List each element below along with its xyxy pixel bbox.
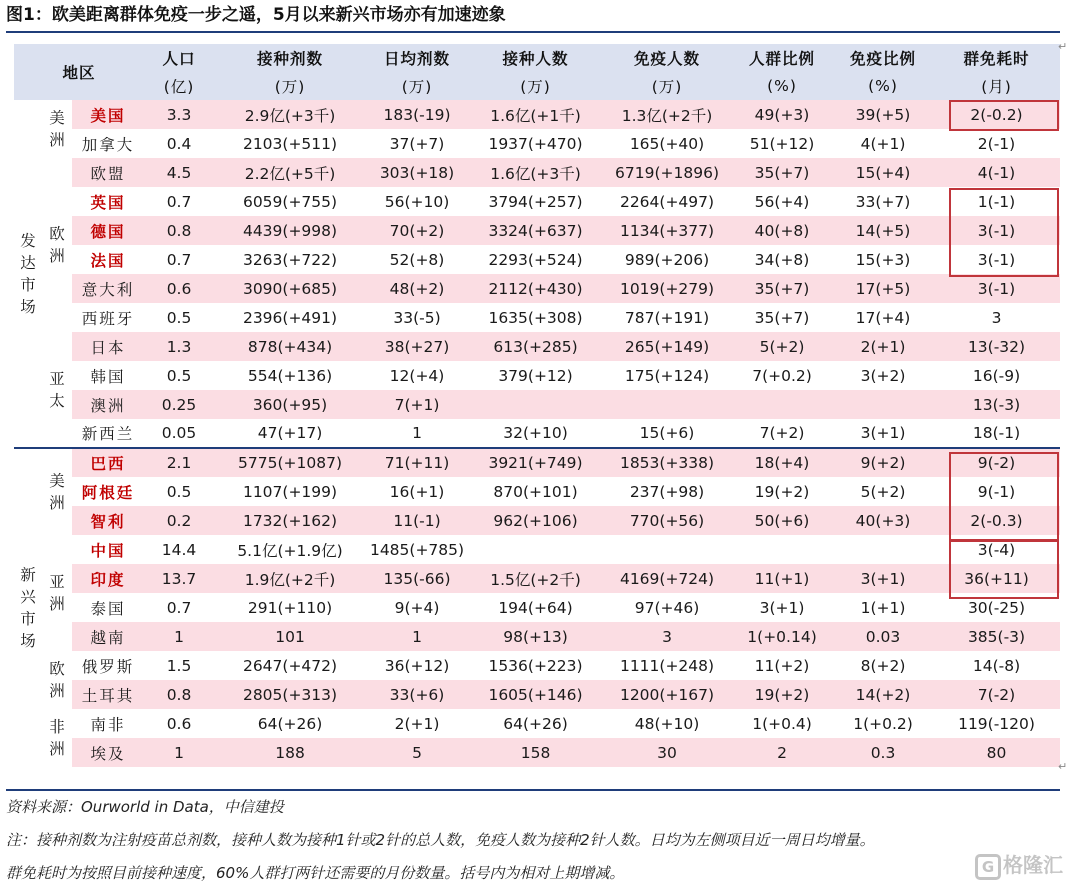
cell-daily-doses: 71(+11) [366, 448, 468, 477]
country-name: 德国 [72, 216, 144, 245]
table-row [14, 158, 1060, 187]
cell-doses: 1107(+199) [242, 482, 338, 501]
cell-population: 1.5 [166, 656, 192, 675]
header-immunized: 免疫人数 [603, 44, 731, 72]
cell-population: 2.1 [144, 448, 214, 477]
cell-vaccinated: 64(+26) [503, 714, 568, 733]
cell-doses: 2647(+472) [242, 656, 338, 675]
cell-immunized-ratio: 5(+2) [860, 482, 906, 501]
cell-population: 1 [144, 622, 214, 651]
cell-vaccinated-ratio: 34(+8) [754, 250, 810, 269]
region-group-label: 亚洲 [42, 535, 72, 651]
cell-immunized: 989(+206) [624, 250, 710, 269]
top-rule [6, 31, 1060, 33]
cell-immunized-ratio: 33(+7) [855, 192, 911, 211]
country-name: 俄罗斯 [81, 657, 135, 676]
cell-herd-months: 385(-3) [933, 622, 1060, 651]
watermark-g-icon: G [975, 854, 1001, 880]
table-row [14, 332, 1060, 361]
cell-population: 0.6 [144, 274, 214, 303]
table-row [14, 274, 1060, 303]
cell-vaccinated-ratio [731, 390, 833, 419]
cell-herd-months: 3(-1) [933, 274, 1060, 303]
country-name: 越南 [72, 622, 144, 651]
region-group-label: 非洲 [42, 709, 72, 767]
cell-vaccinated: 1937(+470) [488, 134, 583, 153]
cell-daily-doses: 183(-19) [366, 100, 468, 129]
region-group-label: 欧洲 [42, 651, 72, 709]
cell-vaccinated-ratio: 1(+0.4) [752, 714, 812, 733]
cell-immunized: 787(+191) [624, 308, 710, 327]
cell-doses: 2.2亿(+5千) [214, 158, 366, 187]
cell-doses: 3090(+685) [214, 274, 366, 303]
cell-vaccinated-ratio: 18(+4) [731, 448, 833, 477]
cell-vaccinated: 158 [468, 738, 603, 767]
header-row-names [14, 44, 1060, 72]
cell-population: 0.5 [166, 366, 192, 385]
table-row [14, 506, 1060, 535]
cell-daily-doses: 56(+10) [384, 192, 450, 211]
cell-immunized-ratio: 17(+5) [833, 274, 933, 303]
footnote-2: 群免耗时为按照目前接种速度，60%人群打两针还需要的月份数量。括号内为相对上期增减。 [6, 864, 625, 882]
cell-vaccinated: 1.6亿(+1千) [468, 100, 603, 129]
cell-doses: 64(+26) [257, 714, 323, 733]
country-name: 埃及 [72, 738, 144, 767]
header-row-units [14, 72, 1060, 100]
cell-herd-months: 30(-25) [967, 598, 1026, 617]
cell-immunized-ratio: 15(+4) [833, 158, 933, 187]
cell-herd-months: 1(-1) [977, 192, 1016, 211]
table-row [14, 593, 1060, 622]
table-row [14, 187, 1060, 216]
bottom-rule [6, 789, 1060, 791]
cell-herd-months: 3(-4) [977, 540, 1016, 559]
footnote-1: 注：接种剂数为注射疫苗总剂数，接种人数为接种1针或2针的总人数，免疫人数为接种2针人数。日均为左侧项目近一周日均增量。 [6, 831, 875, 849]
cell-herd-months: 9(-2) [933, 448, 1060, 477]
cell-population: 0.7 [166, 250, 192, 269]
country-name: 新西兰 [81, 425, 135, 443]
table-row [14, 738, 1060, 767]
cell-immunized-ratio: 14(+5) [833, 216, 933, 245]
country-name: 英国 [90, 193, 126, 212]
region-group-label: 亚太 [42, 332, 72, 448]
cell-population: 1.3 [144, 332, 214, 361]
table-row [14, 448, 1060, 477]
header-vaccinated-ratio: 人群比例 [731, 44, 833, 72]
cell-vaccinated-ratio: 51(+12) [749, 134, 815, 153]
table-row [14, 477, 1060, 506]
country-name: 巴西 [72, 448, 144, 477]
table-row [14, 564, 1060, 593]
cell-herd-months: 16(-9) [972, 366, 1021, 385]
cell-vaccinated: 1605(+146) [468, 680, 603, 709]
cell-vaccinated: 2112(+430) [468, 274, 603, 303]
cell-immunized: 2264(+497) [619, 192, 715, 211]
country-name: 澳洲 [72, 390, 144, 419]
cell-doses: 188 [214, 738, 366, 767]
cell-vaccinated: 32(+10) [503, 424, 568, 442]
cell-immunized-ratio: 8(+2) [860, 656, 906, 675]
country-name: 韩国 [90, 367, 126, 386]
country-name: 南非 [90, 715, 126, 734]
cell-immunized-ratio: 14(+2) [833, 680, 933, 709]
cell-vaccinated-ratio: 1(+0.14) [731, 622, 833, 651]
country-name: 西班牙 [81, 309, 135, 328]
unit-immunized-ratio: (%) [833, 72, 933, 100]
cell-daily-doses: 33(-5) [393, 308, 441, 327]
cell-immunized-ratio: 0.3 [833, 738, 933, 767]
cell-herd-months: 4(-1) [933, 158, 1060, 187]
cell-vaccinated-ratio [731, 535, 833, 564]
cell-herd-months: 3(-1) [933, 216, 1060, 245]
paragraph-mark: ↵ [1058, 40, 1067, 53]
cell-vaccinated-ratio: 7(+0.2) [752, 366, 812, 385]
cell-doses: 2396(+491) [242, 308, 338, 327]
cell-vaccinated: 3921(+749) [468, 448, 603, 477]
cell-population: 0.05 [161, 424, 197, 442]
cell-herd-months: 2(-1) [977, 134, 1016, 153]
cell-immunized-ratio: 39(+5) [833, 100, 933, 129]
country-name: 泰国 [90, 599, 126, 618]
cell-doses: 2.9亿(+3千) [214, 100, 366, 129]
cell-population: 0.8 [144, 680, 214, 709]
cell-population: 14.4 [161, 540, 197, 559]
cell-daily-doses: 16(+1) [389, 482, 445, 501]
cell-vaccinated-ratio: 19(+2) [754, 482, 810, 501]
cell-vaccinated: 1536(+223) [488, 656, 583, 675]
cell-daily-doses: 70(+2) [366, 216, 468, 245]
header-herd-months: 群免耗时 [933, 44, 1060, 72]
market-group-label: 发达市场 [14, 100, 42, 448]
cell-doses: 101 [214, 622, 366, 651]
cell-vaccinated-ratio: 40(+8) [731, 216, 833, 245]
country-name: 智利 [72, 506, 144, 535]
cell-herd-months: 2(-0.3) [933, 506, 1060, 535]
cell-doses: 3263(+722) [242, 250, 338, 269]
cell-daily-doses: 52(+8) [389, 250, 445, 269]
cell-immunized: 265(+149) [603, 332, 731, 361]
cell-immunized: 30 [603, 738, 731, 767]
cell-doses: 2103(+511) [242, 134, 338, 153]
cell-immunized: 1019(+279) [603, 274, 731, 303]
country-name: 土耳其 [72, 680, 144, 709]
cell-daily-doses: 2(+1) [394, 714, 440, 733]
cell-immunized: 165(+40) [629, 134, 705, 153]
cell-vaccinated-ratio: 35(+7) [754, 308, 810, 327]
cell-vaccinated-ratio: 35(+7) [731, 158, 833, 187]
cell-vaccinated: 379(+12) [498, 366, 573, 385]
cell-immunized-ratio [833, 390, 933, 419]
cell-vaccinated-ratio: 5(+2) [731, 332, 833, 361]
cell-vaccinated: 194(+64) [498, 598, 573, 617]
cell-herd-months: 18(-1) [972, 424, 1021, 442]
cell-immunized: 15(+6) [639, 424, 695, 442]
table-row [14, 361, 1060, 390]
cell-daily-doses: 48(+2) [366, 274, 468, 303]
cell-vaccinated: 3324(+637) [468, 216, 603, 245]
cell-vaccinated: 98(+13) [468, 622, 603, 651]
cell-immunized: 1200(+167) [603, 680, 731, 709]
unit-vaccinated-ratio: (%) [731, 72, 833, 100]
country-name: 欧盟 [72, 158, 144, 187]
cell-daily-doses: 11(-1) [366, 506, 468, 535]
cell-immunized: 3 [603, 622, 731, 651]
cell-doses: 554(+136) [247, 366, 333, 385]
unit-vaccinated: (万) [468, 72, 603, 100]
cell-doses: 4439(+998) [214, 216, 366, 245]
cell-vaccinated-ratio: 35(+7) [731, 274, 833, 303]
unit-daily-doses: (万) [366, 72, 468, 100]
header-population: 人口 [144, 44, 214, 72]
cell-doses: 1732(+162) [214, 506, 366, 535]
cell-immunized: 1853(+338) [603, 448, 731, 477]
country-name: 中国 [90, 541, 126, 560]
cell-daily-doses: 1 [366, 622, 468, 651]
cell-doses: 6059(+755) [242, 192, 338, 211]
cell-herd-months: 2(-0.2) [933, 100, 1060, 129]
cell-daily-doses: 135(-66) [366, 564, 468, 593]
header-doses: 接种剂数 [214, 44, 366, 72]
cell-immunized: 770(+56) [603, 506, 731, 535]
cell-daily-doses: 303(+18) [366, 158, 468, 187]
cell-population: 0.5 [166, 308, 192, 327]
cell-daily-doses: 5 [366, 738, 468, 767]
cell-herd-months: 3(-1) [977, 250, 1016, 269]
country-name: 加拿大 [81, 135, 135, 154]
cell-population: 1 [144, 738, 214, 767]
table-row [14, 245, 1060, 274]
cell-immunized: 97(+46) [634, 598, 700, 617]
cell-vaccinated-ratio: 50(+6) [731, 506, 833, 535]
cell-population: 3.3 [144, 100, 214, 129]
cell-immunized-ratio: 1(+0.2) [853, 714, 913, 733]
cell-immunized: 237(+98) [629, 482, 705, 501]
cell-doses: 1.9亿(+2千) [214, 564, 366, 593]
unit-doses: (万) [214, 72, 366, 100]
cell-herd-months: 3 [991, 308, 1002, 327]
cell-herd-months: 14(-8) [972, 656, 1021, 675]
cell-vaccinated-ratio: 11(+2) [754, 656, 810, 675]
region-group-label: 欧洲 [42, 158, 72, 332]
header-immunized-ratio: 免疫比例 [833, 44, 933, 72]
cell-doses: 47(+17) [257, 424, 323, 442]
cell-population: 0.25 [144, 390, 214, 419]
market-group-label: 新兴市场 [14, 448, 42, 767]
cell-vaccinated-ratio: 2 [731, 738, 833, 767]
cell-immunized: 1111(+248) [619, 656, 715, 675]
cell-immunized-ratio: 3(+2) [860, 366, 906, 385]
country-name: 美国 [72, 100, 144, 129]
table-row [14, 651, 1060, 680]
cell-immunized-ratio: 0.03 [833, 622, 933, 651]
cell-vaccinated-ratio: 19(+2) [731, 680, 833, 709]
cell-doses: 291(+110) [247, 598, 333, 617]
cell-daily-doses: 1 [412, 424, 422, 442]
cell-immunized-ratio: 1(+1) [860, 598, 906, 617]
country-name: 印度 [72, 564, 144, 593]
cell-vaccinated-ratio: 3(+1) [759, 598, 805, 617]
cell-daily-doses: 12(+4) [389, 366, 445, 385]
cell-herd-months: 13(-32) [933, 332, 1060, 361]
country-name: 意大利 [72, 274, 144, 303]
table-row [14, 535, 1060, 564]
figure-title: 图1：欧美距离群体免疫一步之遥，5月以来新兴市场亦有加速迹象 [6, 5, 506, 25]
cell-vaccinated: 1.5亿(+2千) [468, 564, 603, 593]
cell-herd-months: 9(-1) [977, 482, 1016, 501]
cell-immunized [603, 390, 731, 419]
cell-vaccinated: 2293(+524) [488, 250, 583, 269]
table-row [14, 622, 1060, 651]
cell-immunized: 1134(+377) [603, 216, 731, 245]
cell-population: 0.5 [166, 482, 192, 501]
table-row [14, 709, 1060, 738]
cell-herd-months: 119(-120) [958, 714, 1035, 733]
header-region: 地区 [14, 44, 144, 100]
cell-immunized: 1.3亿(+2千) [603, 100, 731, 129]
cell-population: 0.2 [144, 506, 214, 535]
cell-immunized: 4169(+724) [603, 564, 731, 593]
cell-population: 0.7 [166, 192, 192, 211]
cell-immunized-ratio: 3(+1) [833, 564, 933, 593]
cell-herd-months: 36(+11) [933, 564, 1060, 593]
cell-immunized-ratio: 2(+1) [833, 332, 933, 361]
cell-vaccinated: 870(+101) [493, 482, 578, 501]
cell-immunized-ratio: 17(+4) [855, 308, 911, 327]
cell-immunized-ratio: 40(+3) [833, 506, 933, 535]
table-row [14, 390, 1060, 419]
cell-population: 0.7 [166, 598, 192, 617]
cell-vaccinated-ratio: 49(+3) [731, 100, 833, 129]
unit-population: (亿) [144, 72, 214, 100]
cell-vaccinated: 962(+106) [468, 506, 603, 535]
cell-population: 4.5 [144, 158, 214, 187]
cell-immunized-ratio [833, 535, 933, 564]
cell-daily-doses: 38(+27) [366, 332, 468, 361]
unit-herd-months: (月) [933, 72, 1060, 100]
cell-vaccinated-ratio: 56(+4) [754, 192, 810, 211]
cell-population: 0.6 [166, 714, 192, 733]
cell-doses: 878(+434) [214, 332, 366, 361]
cell-vaccinated-ratio: 11(+1) [731, 564, 833, 593]
cell-doses: 5.1亿(+1.9亿) [237, 541, 343, 560]
cell-vaccinated-ratio: 7(+2) [759, 424, 805, 442]
cell-vaccinated [468, 535, 603, 564]
country-name: 日本 [72, 332, 144, 361]
cell-doses: 360(+95) [214, 390, 366, 419]
cell-immunized [603, 535, 731, 564]
cell-herd-months: 13(-3) [933, 390, 1060, 419]
cell-immunized-ratio: 15(+3) [855, 250, 911, 269]
cell-immunized-ratio: 3(+1) [860, 424, 906, 442]
table-row [14, 129, 1060, 158]
region-group-label: 美洲 [42, 100, 72, 158]
unit-immunized: (万) [603, 72, 731, 100]
cell-daily-doses: 1485(+785) [369, 540, 465, 559]
cell-doses: 5775(+1087) [214, 448, 366, 477]
cell-population: 13.7 [144, 564, 214, 593]
vaccination-table [14, 44, 1060, 767]
cell-immunized: 48(+10) [634, 714, 700, 733]
region-group-label: 美洲 [42, 448, 72, 535]
source-note: 资料来源：Ourworld in Data，中信建投 [6, 798, 284, 816]
cell-vaccinated: 1635(+308) [488, 308, 583, 327]
paragraph-mark: ↵ [1058, 760, 1067, 773]
cell-immunized: 6719(+1896) [603, 158, 731, 187]
cell-immunized-ratio: 9(+2) [833, 448, 933, 477]
table-body [14, 100, 1060, 767]
country-name: 阿根廷 [81, 483, 135, 502]
cell-herd-months: 80 [933, 738, 1060, 767]
header-daily-doses: 日均剂数 [366, 44, 468, 72]
table-row [14, 100, 1060, 129]
header-vaccinated: 接种人数 [468, 44, 603, 72]
cell-vaccinated: 613(+285) [468, 332, 603, 361]
cell-herd-months: 7(-2) [933, 680, 1060, 709]
cell-daily-doses: 7(+1) [366, 390, 468, 419]
cell-immunized-ratio: 4(+1) [860, 134, 906, 153]
cell-doses: 2805(+313) [214, 680, 366, 709]
country-name: 法国 [90, 251, 126, 270]
cell-immunized: 175(+124) [624, 366, 710, 385]
cell-population: 0.4 [166, 134, 192, 153]
watermark-logo [975, 851, 1061, 879]
cell-daily-doses: 36(+12) [384, 656, 450, 675]
cell-population: 0.8 [144, 216, 214, 245]
table-row [14, 419, 1060, 448]
table-row [14, 303, 1060, 332]
cell-vaccinated: 1.6亿(+3千) [468, 158, 603, 187]
cell-daily-doses: 37(+7) [389, 134, 445, 153]
cell-vaccinated: 3794(+257) [488, 192, 583, 211]
cell-daily-doses: 33(+6) [366, 680, 468, 709]
table-row [14, 216, 1060, 245]
cell-vaccinated [468, 390, 603, 419]
watermark-text: 格隆汇 [1003, 853, 1063, 877]
cell-daily-doses: 9(+4) [394, 598, 440, 617]
table-row [14, 680, 1060, 709]
